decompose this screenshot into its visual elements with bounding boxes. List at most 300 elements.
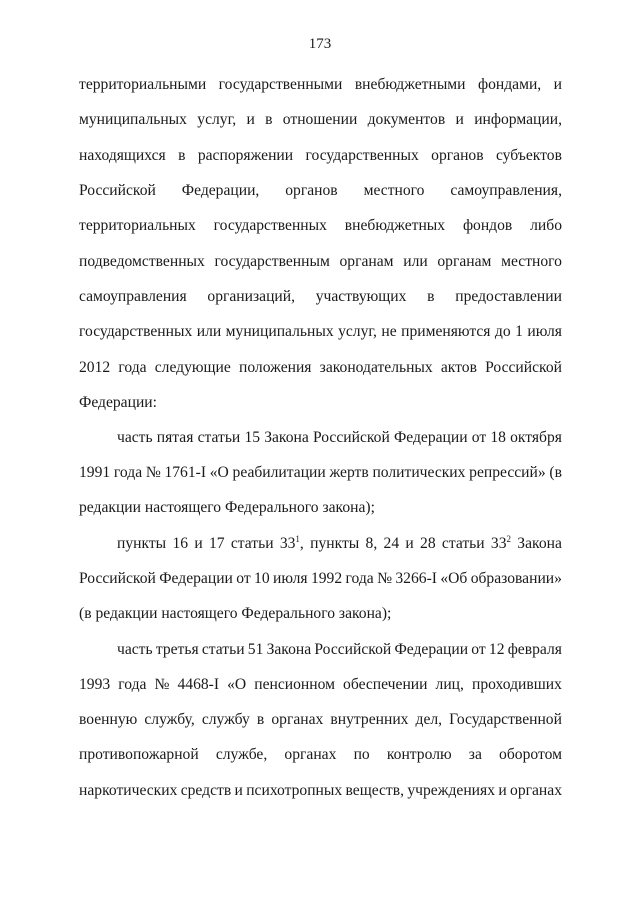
word-text: 16 — [172, 535, 189, 552]
word-text: внебюджетными — [354, 76, 466, 93]
word-text: в — [265, 111, 273, 128]
word — [354, 745, 370, 765]
word-text: 1991 — [79, 464, 111, 481]
word — [273, 569, 308, 589]
word — [549, 463, 562, 483]
word-text: или — [196, 323, 222, 340]
word — [219, 75, 343, 95]
word — [530, 216, 562, 236]
word — [310, 534, 359, 554]
word-text: 12 — [488, 641, 505, 658]
word-text: пенсионном — [254, 676, 335, 693]
word-text: статьи — [441, 535, 485, 552]
word-text: пятая — [156, 429, 194, 446]
word-text: и — [498, 782, 507, 799]
word-text: военную — [79, 711, 138, 728]
word-text: 1993 — [79, 676, 111, 693]
text-line — [79, 781, 562, 801]
word-text: редакции настоящего Федерального закона); — [79, 499, 375, 516]
word — [231, 534, 274, 554]
word — [194, 534, 202, 554]
word — [311, 569, 342, 589]
word — [267, 640, 312, 660]
word-text: октября — [510, 429, 562, 446]
word — [156, 640, 199, 660]
word — [117, 534, 166, 554]
word-text: № — [145, 464, 161, 481]
word — [114, 463, 142, 483]
word-text: документов — [367, 111, 446, 128]
text-line — [79, 75, 562, 95]
word — [394, 640, 468, 660]
word — [197, 110, 236, 130]
text-line — [117, 428, 562, 448]
word — [79, 463, 110, 483]
word — [235, 781, 243, 801]
word — [499, 745, 562, 765]
word — [427, 287, 434, 307]
word-text: пункты — [117, 535, 167, 552]
word — [485, 358, 562, 378]
word-text: Федерации — [159, 570, 233, 587]
word-text: по — [353, 746, 370, 763]
word — [214, 216, 327, 236]
word-text: распоряжении — [197, 147, 294, 164]
word — [463, 216, 512, 236]
word-text: Закона — [517, 535, 562, 552]
text-line — [117, 534, 562, 554]
word — [343, 675, 427, 695]
word-text: государственных — [213, 217, 327, 234]
word-text: государственным — [214, 253, 330, 270]
word-text: самоуправления — [79, 288, 187, 305]
text-line — [79, 181, 562, 201]
word — [340, 252, 394, 272]
word — [198, 146, 293, 166]
word-text: в — [178, 147, 186, 164]
text-line — [79, 322, 562, 342]
word-text: и — [194, 535, 203, 552]
word-text: либо — [530, 217, 562, 234]
text-line — [79, 710, 562, 730]
text-line — [79, 110, 562, 130]
word — [450, 181, 562, 201]
word — [384, 534, 400, 554]
word-text: или — [403, 253, 428, 270]
word-text: фондов — [462, 217, 513, 234]
word — [442, 534, 485, 554]
word-text: «О — [227, 676, 247, 693]
word-text: органах — [271, 711, 324, 728]
word-text: находящихся — [79, 147, 166, 164]
word-text: в — [427, 288, 435, 305]
word-text: внутренних — [330, 711, 409, 728]
word — [254, 675, 335, 695]
word — [239, 358, 311, 378]
word-text: года — [345, 570, 374, 587]
word — [394, 428, 468, 448]
word — [264, 428, 309, 448]
word-text: реабилитации — [232, 464, 326, 481]
word-text: от — [471, 429, 487, 446]
word-text: органов — [431, 147, 484, 164]
word — [227, 675, 246, 695]
word — [271, 710, 323, 730]
word — [440, 569, 467, 589]
word — [79, 75, 206, 95]
word-text: 2012 — [79, 359, 111, 376]
word — [306, 146, 419, 166]
word-text: не — [381, 323, 397, 340]
word — [79, 781, 177, 801]
word-text: за — [468, 746, 482, 763]
word-text: 3266-I — [395, 570, 437, 587]
word-text: наркотических — [79, 782, 178, 799]
word-text: статьи — [201, 641, 245, 658]
word — [210, 463, 229, 483]
word — [472, 675, 562, 695]
word-text: репрессий» — [469, 464, 546, 481]
word — [469, 463, 546, 483]
word — [79, 146, 166, 166]
word — [320, 358, 433, 378]
word-text: 1992 — [310, 570, 343, 587]
word-text: «О — [209, 464, 229, 481]
word — [79, 745, 199, 765]
word-text: субъектов — [495, 147, 562, 164]
word-text: Российской — [314, 641, 392, 658]
word-text: местного — [363, 182, 425, 199]
word-text: государственных — [79, 323, 193, 340]
page-number: 173 — [308, 36, 332, 52]
word — [345, 216, 445, 236]
word-text: дел, — [415, 711, 443, 728]
word-text: организаций, — [207, 288, 296, 305]
word-text: 51 — [247, 641, 264, 658]
word-text: учреждениях — [407, 782, 495, 799]
word — [498, 781, 506, 801]
word-text: территориальных — [79, 217, 196, 234]
word — [496, 146, 562, 166]
word-text: контролю — [386, 746, 452, 763]
word-text: статьи — [230, 535, 274, 552]
word-text: политических — [372, 464, 466, 481]
superscript: 2 — [506, 534, 512, 544]
text-line — [117, 640, 562, 660]
word — [501, 252, 562, 272]
word — [157, 428, 194, 448]
word-text: года — [118, 359, 147, 376]
text-line — [79, 146, 562, 166]
word — [280, 534, 304, 554]
word-text: и — [405, 535, 414, 552]
word-text: органах — [510, 782, 562, 799]
word-text: законодательных — [319, 359, 433, 376]
word-text: Закона — [264, 429, 309, 446]
text-line — [79, 604, 562, 624]
word — [79, 675, 110, 695]
word — [416, 710, 443, 730]
word-text: применяются — [401, 323, 491, 340]
word — [236, 569, 250, 589]
word — [181, 781, 231, 801]
word-text: 17 — [208, 535, 225, 552]
word — [387, 745, 452, 765]
word — [431, 146, 483, 166]
word-text: жертв — [329, 464, 369, 481]
word-text: до — [494, 323, 511, 340]
word-text: фондами, — [477, 76, 542, 93]
word-text: муниципальных — [225, 323, 334, 340]
word-text: службе, — [215, 746, 268, 763]
word — [257, 710, 264, 730]
word — [164, 463, 206, 483]
word — [233, 463, 326, 483]
word — [146, 463, 161, 483]
word — [117, 428, 153, 448]
word — [381, 322, 396, 342]
word — [79, 710, 137, 730]
word — [159, 569, 233, 589]
word-text: пункты — [310, 535, 360, 552]
word-text: лиц, — [435, 676, 464, 693]
punctuation: , — [299, 535, 304, 552]
word — [202, 710, 250, 730]
word — [346, 781, 405, 801]
word — [366, 534, 378, 554]
word-text: внебюджетных — [344, 217, 446, 234]
word — [265, 110, 272, 130]
word-text: Государственной — [449, 711, 562, 728]
word — [405, 534, 413, 554]
word-text: муниципальных — [79, 111, 187, 128]
word-text: года — [118, 676, 147, 693]
word — [79, 604, 391, 624]
word — [472, 428, 486, 448]
word-text: 1 — [515, 323, 523, 340]
word — [420, 534, 436, 554]
word — [527, 322, 562, 342]
word — [248, 640, 264, 660]
word — [510, 781, 562, 801]
word-text: противопожарной — [79, 746, 199, 763]
word — [118, 358, 146, 378]
word-text: Федерации: — [79, 394, 157, 411]
word — [254, 569, 270, 589]
word-text: актов — [440, 359, 477, 376]
word — [207, 287, 295, 307]
word — [177, 675, 219, 695]
word-text: Российской — [312, 429, 390, 446]
word — [79, 110, 187, 130]
word-text: года — [113, 464, 143, 481]
word — [209, 534, 225, 554]
word — [407, 781, 495, 801]
word-text: психотропных — [246, 782, 343, 799]
word — [79, 216, 196, 236]
word — [355, 75, 466, 95]
word-text: подведомственных — [79, 253, 205, 270]
word — [471, 569, 562, 589]
word — [474, 110, 562, 130]
word-text: «Об — [440, 570, 468, 587]
word-text: участвующих — [315, 288, 407, 305]
word-text: Федерации, — [181, 182, 260, 199]
word — [79, 358, 110, 378]
word — [155, 675, 170, 695]
word-text: местного — [501, 253, 562, 270]
word — [489, 640, 505, 660]
word — [401, 322, 490, 342]
text-line — [79, 463, 562, 483]
word — [338, 322, 377, 342]
word — [329, 463, 368, 483]
word-text: 33 — [490, 535, 507, 552]
word — [330, 710, 408, 730]
word-text: № — [154, 676, 170, 693]
word — [79, 287, 187, 307]
word-text: веществ, — [345, 782, 405, 799]
word-text: часть — [117, 641, 153, 658]
text-line — [79, 393, 562, 413]
word-text: обеспечении — [343, 676, 428, 693]
word — [490, 428, 506, 448]
word — [316, 287, 407, 307]
word — [117, 640, 153, 660]
word-text: (в — [549, 464, 562, 481]
word — [478, 75, 541, 95]
word-text: июля — [527, 323, 562, 340]
word — [226, 322, 334, 342]
word-text: Российской — [79, 570, 156, 587]
word — [216, 745, 267, 765]
word-text: Российской — [485, 359, 562, 376]
word-text: 10 — [254, 570, 270, 587]
word — [155, 358, 231, 378]
superscript: 1 — [295, 534, 300, 544]
word — [395, 569, 437, 589]
word-text: часть — [117, 429, 153, 446]
word — [403, 252, 427, 272]
word — [517, 534, 562, 554]
text-line — [79, 252, 562, 272]
word-text: в — [256, 711, 265, 728]
word-text: территориальными — [79, 76, 207, 93]
word-text: и — [553, 76, 562, 93]
word-text: и — [246, 111, 255, 128]
word — [144, 710, 194, 730]
word-text: отношении — [282, 111, 358, 128]
word-text: Закона — [266, 641, 312, 658]
text-line — [79, 498, 562, 518]
word — [491, 534, 511, 554]
word-text: следующие — [154, 359, 231, 376]
word — [377, 569, 392, 589]
word-text: Федерации — [394, 641, 469, 658]
word-text: Федерации — [393, 429, 468, 446]
word-text: июля — [273, 570, 308, 587]
word-text: и — [234, 782, 243, 799]
word-text: 8, — [365, 535, 378, 552]
word — [118, 675, 146, 695]
word — [246, 781, 342, 801]
word — [202, 640, 245, 660]
word-text: положения — [239, 359, 312, 376]
word-text: 24 — [383, 535, 400, 552]
word-text: государственными — [218, 76, 343, 93]
word-text: статьи — [197, 429, 241, 446]
word — [510, 428, 562, 448]
word — [283, 110, 358, 130]
word-text: и — [455, 111, 464, 128]
word — [197, 322, 221, 342]
word — [469, 745, 482, 765]
word-text: услуг, — [338, 323, 377, 340]
text-line — [79, 745, 562, 765]
word-text: 28 — [420, 535, 436, 552]
word — [79, 322, 192, 342]
word — [313, 428, 390, 448]
text-line — [79, 287, 562, 307]
word — [368, 110, 446, 130]
word-text: органах — [284, 746, 337, 763]
word — [508, 640, 562, 660]
word-text: оборотом — [499, 746, 562, 763]
word — [284, 745, 336, 765]
word-text: № — [377, 570, 392, 587]
word — [441, 358, 477, 378]
word — [554, 75, 562, 95]
word — [346, 569, 374, 589]
word — [79, 393, 157, 413]
word — [178, 146, 185, 166]
text-line — [79, 216, 562, 236]
word-text: самоуправления, — [450, 182, 562, 199]
word — [471, 640, 485, 660]
word — [372, 463, 465, 483]
word-text: органам — [339, 253, 394, 270]
text-line — [79, 569, 562, 589]
word — [79, 252, 205, 272]
word — [436, 675, 464, 695]
word-text: 15 — [244, 429, 261, 446]
word — [455, 287, 562, 307]
word-text: государственных — [305, 147, 419, 164]
text-line — [79, 675, 562, 695]
word-text: службу — [201, 711, 250, 728]
word — [79, 181, 156, 201]
word-text: органам — [437, 253, 492, 270]
word — [449, 710, 562, 730]
word-text: службу, — [144, 711, 195, 728]
word — [79, 498, 375, 518]
word-text: Российской — [79, 182, 156, 199]
word — [456, 110, 464, 130]
word — [246, 110, 254, 130]
word-text: третья — [155, 641, 199, 658]
word-text: февраля — [507, 641, 562, 658]
word — [515, 322, 523, 342]
word — [495, 322, 511, 342]
word — [182, 181, 260, 201]
word — [214, 252, 329, 272]
word-text: (в редакции настоящего Федерального закона); — [79, 605, 392, 622]
word-text: 18 — [490, 429, 506, 446]
text-line — [79, 358, 562, 378]
word — [198, 428, 241, 448]
word — [79, 569, 156, 589]
word-text: 1761-I — [164, 464, 207, 481]
